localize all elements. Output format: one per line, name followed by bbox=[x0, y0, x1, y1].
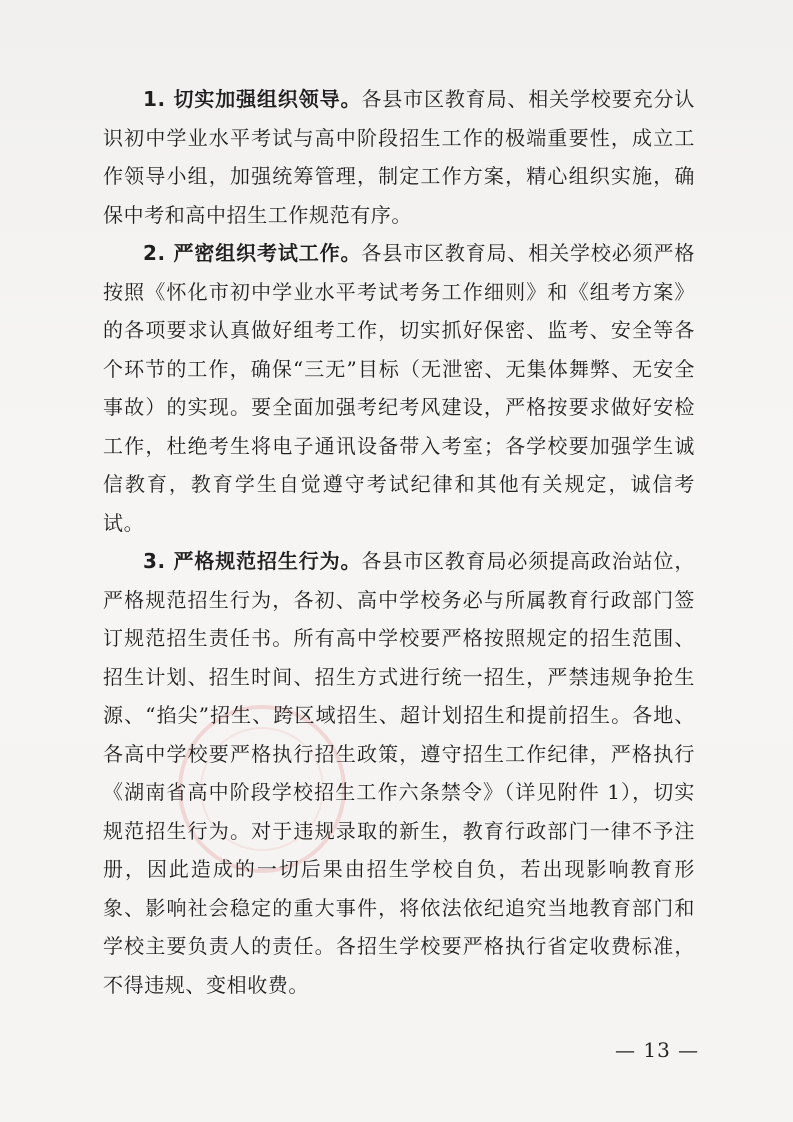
paragraph-3-body: 各县市区教育局必须提高政治站位，严格规范招生行为，各初、高中学校务必与所属教育行政部门签订规范招生责任书。所有高中学校要严格按照规定的招生范围、招生计划、招生时间、招生方式进行统一招生，严禁违规争抢生源、“掐尖”招生、跨区域招生、超计划招生和提前招生。各地、各高中学校要严格执行招生政策，遵守招生工作纪律，严格执行《湖南省高中阶段学校招生工作六条禁令》（详见附件 1），切实规范招生行为。对于违规录取的新生，教育行政部门一律不予注册，因此造成的一切后果由招生学校自负，若出现影响教育形象、影响社会稳定的重大事件，将依法依纪追究当地教育部门和学校主要负责人的责任。各招生学校要严格执行省定收费标准，不得违规、变相收费。 bbox=[103, 549, 695, 997]
paragraph-1 bbox=[103, 80, 695, 234]
paragraph-3 bbox=[103, 542, 695, 1004]
paragraph-3-heading: 3. 严格规范招生行为。 bbox=[143, 549, 362, 573]
document-body bbox=[103, 80, 695, 1004]
paragraph-2-body: 各县市区教育局、相关学校必须严格按照《怀化市初中学业水平考试考务工作细则》和《组考方案》的各项要求认真做好组考工作，切实抓好保密、监考、安全等各个环节的工作，确保“三无”目标（无泄密、无集体舞弊、无安全事故）的实现。要全面加强考纪考风建设，严格按要求做好安检工作，杜绝考生将电子通讯设备带入考室；各学校要加强学生诚信教育，教育学生自觉遵守考试纪律和其他有关规定，诚信考试。 bbox=[103, 241, 695, 535]
paragraph-2-heading: 2. 严密组织考试工作。 bbox=[143, 241, 362, 265]
paragraph-2 bbox=[103, 234, 695, 542]
page-number: — 13 — bbox=[615, 1038, 700, 1062]
paragraph-1-body: 各县市区教育局、相关学校要充分认识初中学业水平考试与高中阶段招生工作的极端重要性，成立工作领导小组，加强统筹管理，制定工作方案，精心组织实施，确保中考和高中招生工作规范有序。 bbox=[103, 87, 695, 227]
paragraph-1-heading: 1. 切实加强组织领导。 bbox=[143, 87, 362, 111]
